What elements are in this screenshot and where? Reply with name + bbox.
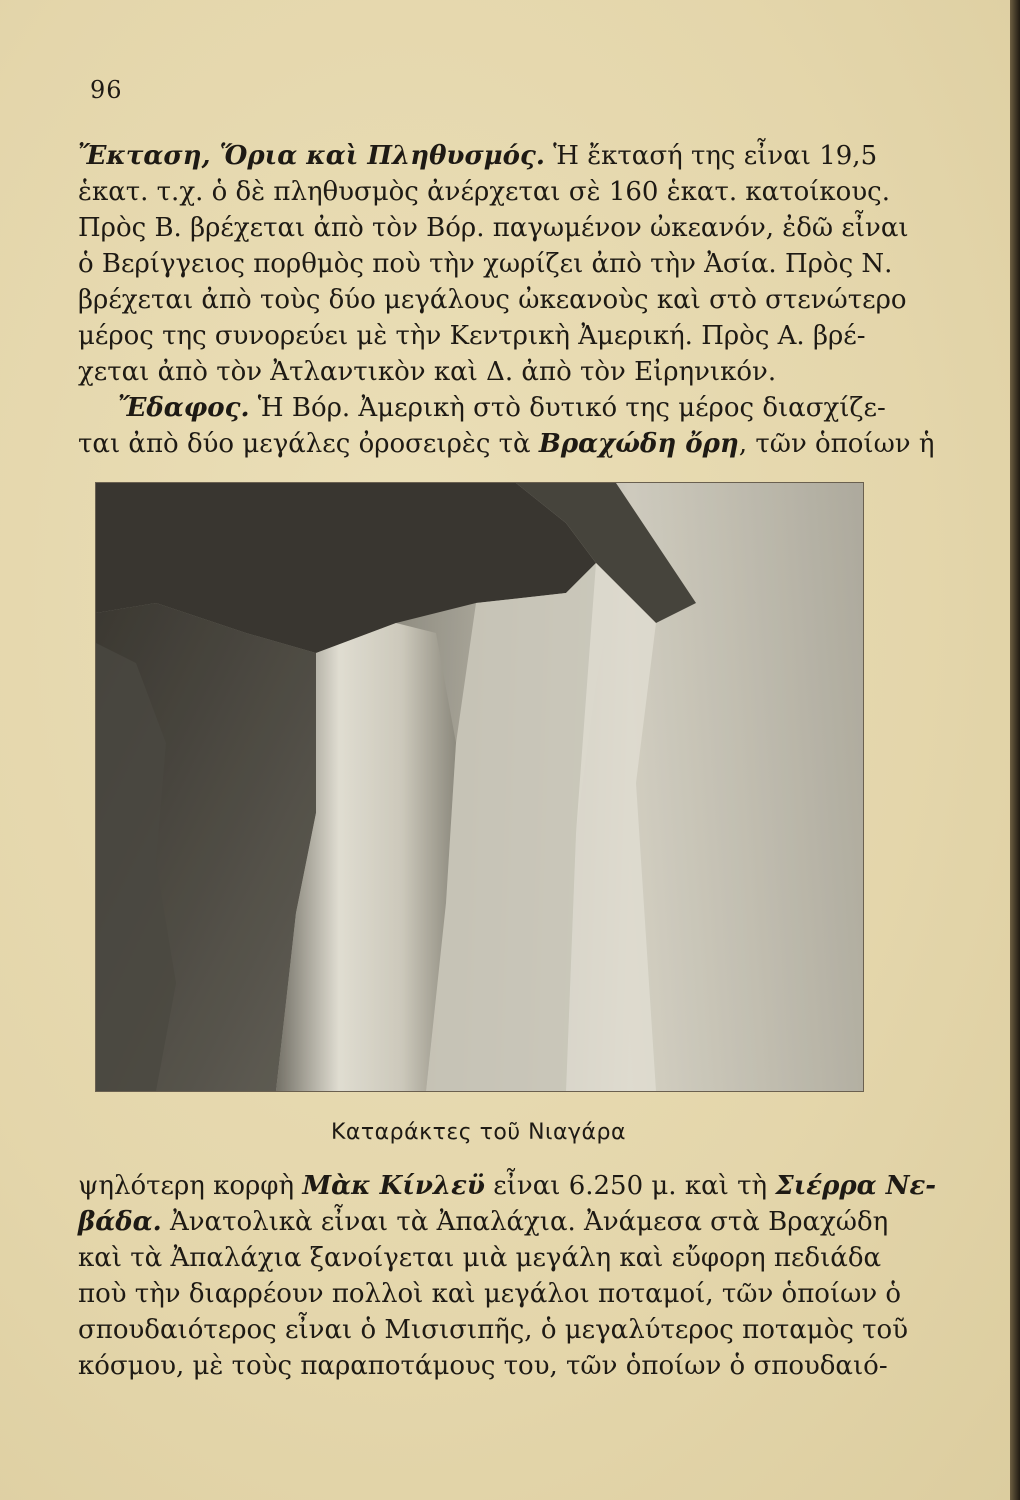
section-heading-extent: Ἔκταση, Ὅρια καὶ Πληθυσμός. [78,141,545,171]
text-line [78,426,935,462]
text-line [78,1204,890,1240]
text-line: βρέχεται ἀπὸ τοὺς δύο μεγάλους ὠκεανοὺς καὶ στὸ στενώτερο [78,285,907,315]
emphasis-sierra-nevada: Σιέρρα Νε- [775,1171,937,1201]
emphasis-sierra-nevada-end: βάδα. [78,1207,162,1237]
text-line [78,138,890,174]
emphasis-mount-mckinley: Μὰκ Κίνλεϋ [302,1171,485,1201]
text-line: μέρος της συνορεύει μὲ τὴν Κεντρικὴ Ἀμερική. Πρὸς Α. βρέ- [78,321,866,351]
text-span: , τῶν ὁποίων ἡ [738,429,935,459]
photo-caption: Καταράκτες τοῦ Νιαγάρα [331,1120,626,1145]
text-block-bottom [78,1168,937,1384]
text-line: κόσμου, μὲ τοὺς παραποτάμους του, τῶν ὁποίων ὁ σπουδαιό- [78,1351,888,1381]
text-block-top [78,138,935,462]
text-span: ται ἀπὸ δύο μεγάλες ὀροσειρὲς τὰ [78,429,539,459]
page-number: 96 [90,76,123,104]
text-line: Πρὸς Β. βρέχεται ἀπὸ τὸν Βόρ. παγωμένον ὠκεανόν, ἐδῶ εἶναι [78,213,909,243]
text-line: σπουδαιότερος εἶναι ὁ Μισισιπῆς, ὁ μεγαλύτερος ποταμὸς τοῦ [78,1315,909,1345]
text-span: ψηλότερη κορφὴ [78,1171,303,1201]
text-line: ποὺ τὴν διαρρέουν πολλοὶ καὶ μεγάλοι ποταμοί, τῶν ὁποίων ὁ [78,1279,902,1309]
page-edge [1010,0,1020,1500]
text-line [78,1168,937,1204]
text-span: Ἀνατολικὰ εἶναι τὰ Ἀπαλάχια. Ἀνάμεσα στὰ Βραχώδη [161,1207,889,1237]
emphasis-rocky-mountains: Βραχώδη ὄρη [538,429,739,459]
text-line: χεται ἀπὸ τὸν Ἀτλαντικὸν καὶ Δ. ἀπὸ τὸν Εἰρηνικόν. [78,357,777,387]
section-heading-terrain: Ἔδαφος. [118,393,250,423]
text-line: ἑκατ. τ.χ. ὁ δὲ πληθυσμὸς ἀνέρχεται σὲ 160 ἑκατ. κατοίκους. [78,177,890,207]
text-line [78,390,890,426]
text-span: εἶναι 6.250 μ. καὶ τὴ [484,1171,776,1201]
text-line: ὁ Βερίγγειος πορθμὸς ποὺ τὴν χωρίζει ἀπὸ τὴν Ἀσία. Πρὸς Ν. [78,249,893,279]
photo-illustration [96,483,863,1091]
text-line: καὶ τὰ Ἀπαλάχια ξανοίγεται μιὰ μεγάλη καὶ εὔφορη πεδιάδα [78,1243,882,1273]
text-span: Ἡ Βόρ. Ἀμερικὴ στὸ δυτικό της μέρος διασχίζε- [249,393,886,423]
niagara-falls-photo [95,482,864,1092]
text-span: Ἡ ἔκτασή της εἶναι 19,5 [544,141,878,171]
